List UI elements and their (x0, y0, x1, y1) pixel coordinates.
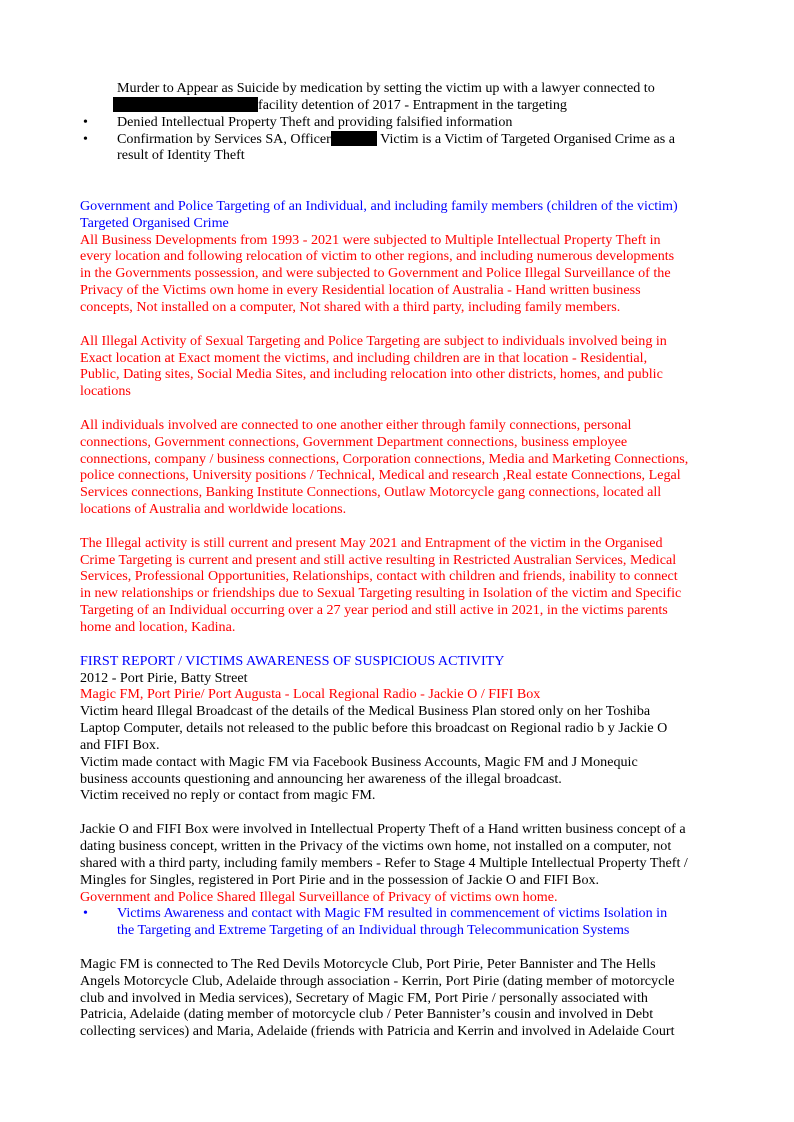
text-line: in new relationships or friendships due to Sexual Targeting resulting in Isolation of the victim and Specific (80, 585, 682, 602)
bullet-glyph: • (83, 130, 88, 147)
text-line: Victim received no reply or contact from magic FM. (80, 787, 376, 804)
text-line: home and location, Kadina. (80, 619, 236, 635)
bullet-glyph: • (83, 905, 88, 922)
text-line: Public, Dating sites, Social Media Sites, and including relocation into other districts, homes, and public (80, 366, 663, 383)
section-heading: Government and Police Targeting of an Individual, and including family members (children of the victim) (80, 197, 678, 214)
text-line: collecting services) and Maria, Adelaide (friends with Patricia and Kerrin and involved in Adelaide Court (80, 1023, 675, 1040)
document-page (80, 80, 716, 1040)
bullet-item (80, 131, 716, 148)
text-line: Magic FM is connected to The Red Devils Motorcycle Club, Port Pirie, Peter Bannister and The Hells (80, 955, 656, 972)
text-line: Victim heard Illegal Broadcast of the details of the Medical Business Plan stored only on her Toshiba (80, 703, 651, 720)
surveillance-line: Government and Police Shared Illegal Surveillance of Privacy of victims own home. (80, 888, 558, 905)
text-line: in the Governments possession, and were subjected to Government and Police Illegal Surveillance of the (80, 265, 671, 282)
bullet-text: Confirmation by Services SA, Officer (117, 130, 331, 147)
location-line: 2012 - Port Pirie, Batty Street (80, 669, 248, 686)
text-line: dating business concept, written in the Privacy of the victims own home, not installed on a computer, not (80, 837, 672, 854)
text-line: Privacy of the Victims own home in every Residential location of Australia - Hand written business (80, 282, 641, 299)
text-line: concepts, Not installed on a computer, Not shared with a third party, including family members. (80, 298, 621, 315)
text-line: every location and following relocation of victim to other regions, and including numerous developments (80, 248, 675, 265)
text-line: Patricia, Adelaide (dating member of motorcycle club / Peter Bannister’s cousin and involved in Debt (80, 1006, 654, 1023)
bullet-item (80, 114, 716, 131)
text-line: Victim made contact with Magic FM via Facebook Business Accounts, Magic FM and J Monequic (80, 753, 638, 770)
bullet-continuation: the Targeting and Extreme Targeting of an Individual through Telecommunication Systems (117, 922, 630, 939)
text-line: locations of Australia and worldwide locations. (80, 501, 347, 518)
text-line: Exact location at Exact moment the victims, and including children are in that location - Residential, (80, 349, 648, 366)
text-line: shared with a third party, including family members - Refer to Stage 4 Multiple Intellectual Property Theft / (80, 854, 688, 871)
bullet-item (80, 905, 716, 922)
text-line: police connections, University positions / Technical, Medical and research ,Real estate Connections, Legal (80, 467, 681, 484)
paragraph-illegal-activity (80, 333, 716, 400)
text-line: locations (80, 383, 131, 400)
text-line: Angels Motorcycle Club, Adelaide through association - Kerrin, Port Pirie (dating member of motorcycle (80, 972, 675, 989)
section-heading: Targeted Organised Crime (80, 214, 229, 231)
text-line: and FIFI Box. (80, 736, 160, 753)
text-line: connections, company / business connections, Corporation connections, Media and Marketing Connections, (80, 450, 689, 467)
paragraph-connections (80, 417, 716, 518)
bullet-text: Denied Intellectual Property Theft and providing falsified information (117, 113, 513, 130)
text-line: All Business Developments from 1993 - 2021 were subjected to Multiple Intellectual Property Theft in (80, 231, 661, 248)
subheading: Magic FM, Port Pirie/ Port Augusta - Local Regional Radio - Jackie O / FIFI Box (80, 686, 541, 703)
text-line: Targeting of an Individual occurring over a 27 year period and still active in 2021, in the victims parents (80, 602, 668, 619)
text-line: connections, Government connections, Government Department connections, business employee (80, 433, 628, 450)
intro-line-2-text: facility detention of 2017 - Entrapment in the targeting (258, 96, 567, 113)
paragraph-business-developments (80, 232, 716, 316)
intro-line-1: Murder to Appear as Suicide by medication by setting the victim up with a lawyer connected to (117, 80, 655, 96)
text-line: Laptop Computer, details not released to the public before this broadcast on Regional radio b y Jackie O (80, 720, 668, 737)
section-heading: FIRST REPORT / VICTIMS AWARENESS OF SUSPICIOUS ACTIVITY (80, 652, 505, 669)
text-line: Mingles for Singles, registered in Port Pirie and in the possession of Jackie O and FIFI Box. (80, 871, 600, 888)
text-line: The Illegal activity is still current and present May 2021 and Entrapment of the victim in the Organised (80, 534, 663, 551)
paragraph-jackie-o (80, 821, 716, 888)
redaction-box (331, 131, 377, 146)
text-line: Services, Professional Opportunities, Relationships, contact with children and friends, inability to connect (80, 568, 678, 585)
paragraph-magic-fm-connections (80, 956, 716, 1040)
bullet-text: Victim is a Victim of Targeted Organised Crime as a (380, 130, 676, 147)
intro-line-2 (80, 97, 716, 114)
text-line: Services connections, Banking Institute Connections, Outlaw Motorcycle gang connections, located all (80, 484, 662, 501)
paragraph-current-activity (80, 535, 716, 636)
text-line: All individuals involved are connected to one another either through family connections, personal (80, 416, 632, 433)
text-line: All Illegal Activity of Sexual Targeting and Police Targeting are subject to individuals involved being in (80, 332, 667, 349)
bullet-continuation: result of Identity Theft (117, 147, 245, 164)
text-line: Jackie O and FIFI Box were involved in Intellectual Property Theft of a Hand written business concept of a (80, 821, 686, 838)
paragraph-broadcast (80, 703, 716, 804)
redaction-box (113, 97, 258, 112)
text-line: club and involved in Media services), Secretary of Magic FM, Port Pirie / personally associated with (80, 989, 648, 1006)
text-line: Crime Targeting is current and present and still active resulting in Restricted Australian Services, Medical (80, 551, 677, 568)
text-line: business accounts questioning and announcing her awareness of the illegal broadcast. (80, 770, 562, 787)
bullet-text: Victims Awareness and contact with Magic FM resulted in commencement of victims Isolation in (117, 905, 668, 922)
bullet-glyph: • (83, 113, 88, 130)
